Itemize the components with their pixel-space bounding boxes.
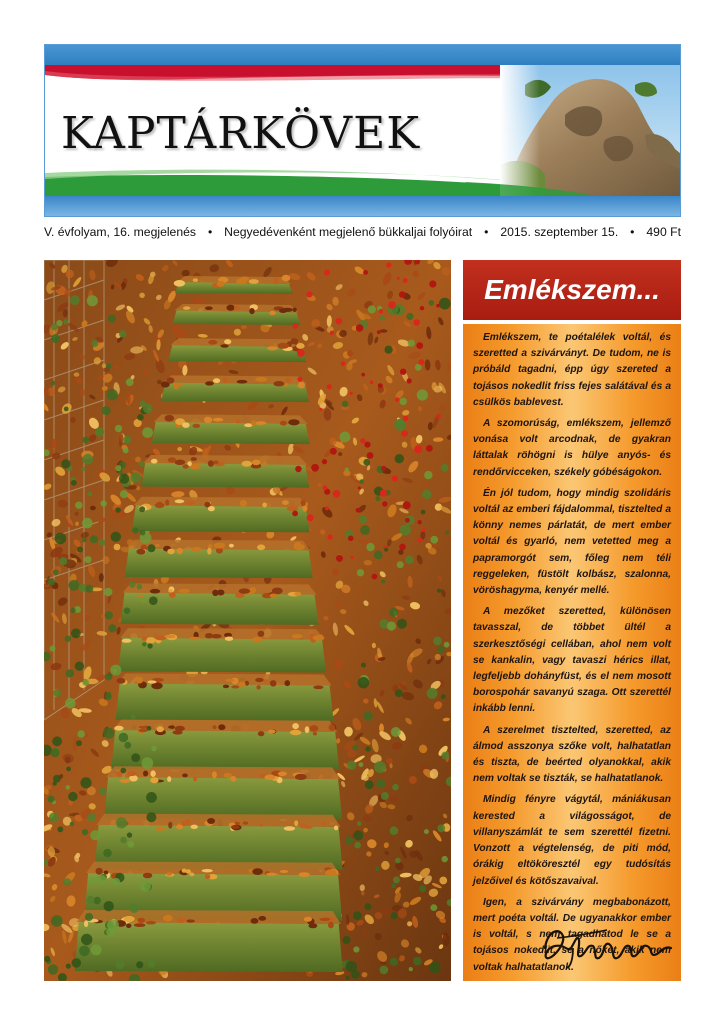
cover-photo-stairs xyxy=(44,260,451,981)
separator: • xyxy=(207,225,213,239)
masthead xyxy=(44,44,681,217)
separator: • xyxy=(484,225,489,239)
article-header xyxy=(463,260,681,320)
issue-price: 490 Ft xyxy=(646,225,681,239)
masthead-title: KAPTÁRKÖVEK xyxy=(61,107,421,159)
article-paragraph: Emlékszem, te poétalélek voltál, és szeretted a szivárványt. De tudom, ne is próbáld tagadni, épp úgy szereted a tojásos nokedlit friss fejes salátával és a csülkös bablevest. xyxy=(473,332,671,408)
article-paragraph: A szomorúság, emlékszem, jellemző vonása volt arcodnak, de gyakran láttalak röhögni is hülye anyós- és rendőrvicceken, székely góbéságokon. xyxy=(473,418,671,478)
issue-volume: V. évfolyam, 16. megjelenés xyxy=(44,225,196,239)
issue-description: Negyedévenként megjelenő bükkaljai folyóirat xyxy=(224,225,473,239)
article-title: Emlékszem... xyxy=(484,274,660,305)
separator: • xyxy=(630,225,635,239)
issue-date: 2015. szeptember 15. xyxy=(500,225,619,239)
article-body xyxy=(463,324,681,981)
article-paragraph: A szerelmet tisztelted, szeretted, az álmod asszonya szőke volt, halhatatlan és tiszta, de beérted olyanokkal, akik nem voltak se tiszták, se halhatatlanok. xyxy=(473,724,671,785)
article-paragraph: Igen, a szivárvány megbabonázott, mert poéta voltál. De ugyanakkor ember is voltál, s nem tagadhatod le se a tojásos nokedlit, se a nőket, akik nem voltak halhatatlanok. xyxy=(473,896,671,973)
article-paragraph: Én jól tudom, hogy mindig szolidáris voltál az emberi fájdalommal, tisztelted a könny nemes párlatát, de mert ember voltál és gyarló, nem vetetted meg a papramorgót sem, főleg nem téli reggeleken, füstölt kolbász, szalonna, vöröshagyma, kenyér mellé. xyxy=(473,487,671,597)
article-paragraph: A mezőket szeretted, különösen tavasszal, de többet ültél a szerkesztőségi cellában, ahol nem volt se kankalin, vagy tavaszi hérics illat, legfeljebb dohányfüst, és el nem mosott borospohár savanyú szaga. Ott szerettél inkább lenni. xyxy=(473,606,671,715)
issue-info-line xyxy=(44,222,681,242)
author-signature xyxy=(537,918,677,970)
stairs-illustration xyxy=(44,260,451,981)
masthead-bottom-bar xyxy=(45,196,680,216)
article-paragraph: Mindig fényre vágytál, mániákusan kerested a világosságot, de villanyszámlát te sem szerettél fizetni. Vonzott a végtelenség, de piti mód, órákig eltököresztél egy tudósítás jelzőivel és kötőszavaival. xyxy=(473,794,671,887)
